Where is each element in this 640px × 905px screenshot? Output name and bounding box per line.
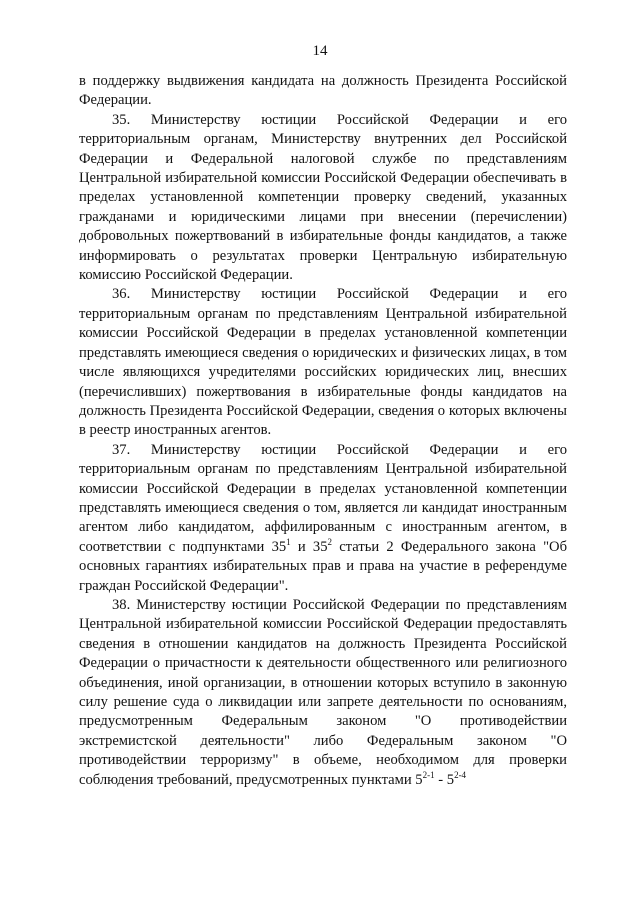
paragraph-37-text-a: 37. Министерству юстиции Российской Федерации и его территориальным органам по представлениям Центральной избирательной комиссии Российской Федерации в пределах установленной компетенции представлять имеющиеся сведения о том, является ли кандидат иностранным агентом либо кандидатом, аффилированным с иностранным агентом, в соответствии с подпунктами 35 (79, 441, 567, 555)
superscript-2: 2 (327, 536, 332, 547)
document-body (79, 72, 567, 790)
superscript-1: 1 (286, 536, 291, 547)
superscript-2-4: 2-4 (454, 769, 467, 780)
paragraph-38-text-b: - 5 (434, 771, 455, 788)
page-number: 14 (312, 43, 328, 59)
paragraph-35: 35. Министерству юстиции Российской Федерации и его территориальным органам, Министерству внутренних дел Российской Федерации и Федеральной налоговой службе по представлениям Центральной избирательной комиссии Российской Федерации обеспечивать в пределах установленной компетенции проверку сведений, указанных гражданами и юридическими лицами при внесении (перечислении) добровольных пожертвований в избирательные фонды кандидатов, а также информировать о результатах проверки Центральную избирательную комиссию Российской Федерации. (79, 111, 567, 284)
paragraph-intro: в поддержку выдвижения кандидата на должность Президента Российской Федерации. (79, 73, 567, 109)
paragraph-37-text-b: и 35 (290, 538, 328, 555)
superscript-2-1: 2-1 (422, 769, 435, 780)
paragraph-38 (79, 596, 567, 790)
paragraph-38-text-a: 38. Министерству юстиции Российской Федерации по представлениям Центральной избирательной комиссии Российской Федерации предоставлять сведения в отношении кандидатов на должность Президента Российской Федерации о причастности к деятельности общественного или религиозного объединения, иной организации, в отношении которых вступило в законную силу решение суда о ликвидации или запрете деятельности по основаниям, предусмотренным Федеральным законом "О противодействии экстремистской деятельности" либо Федеральным законом "О противодействии терроризму" в объеме, необходимом для проверки соблюдения требований, предусмотренных пунктами 5 (79, 596, 567, 788)
paragraph-37-text-c: статьи 2 Федерального закона "Об основных гарантиях избирательных прав и права на участие в референдуме граждан Российской Федерации". (79, 538, 568, 594)
paragraph-37 (79, 441, 567, 596)
paragraph-36: 36. Министерству юстиции Российской Федерации и его территориальным органам по представлениям Центральной избирательной комиссии Российской Федерации в пределах установленной компетенции представлять имеющиеся сведения о юридических и физических лицах, в том числе являющихся учредителями российских юридических лиц, внесших (перечисливших) пожертвования в избирательные фонды кандидатов на должность Президента Российской Федерации, сведения о которых включены в реестр иностранных агентов. (79, 286, 567, 439)
